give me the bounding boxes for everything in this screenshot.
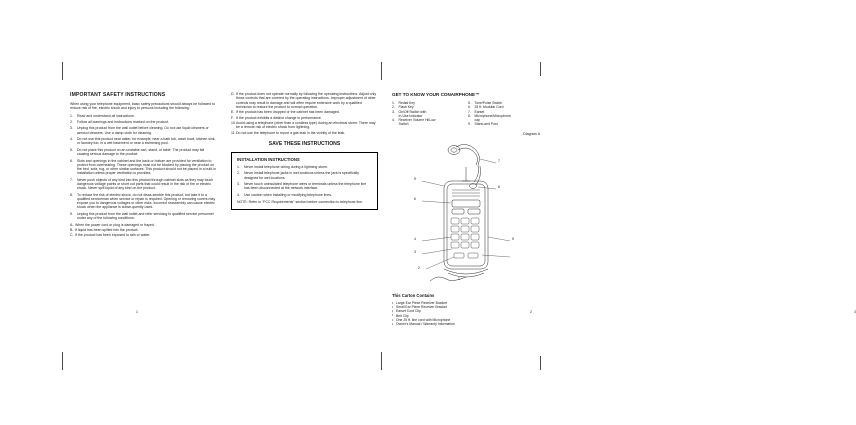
diagram-callout-9: 9 <box>414 176 416 181</box>
list-text: Slots and openings in the cabinet and the back or bottom are provided for ventilation to protect from overheating. These openings must not be blocked by placing the product on the bed, sofa, rug, or other similar surfaces. This product should not be placed in a built-in installation unless proper ventilation is provided. <box>77 158 216 176</box>
list-item <box>70 137 217 146</box>
installation-note: NOTE: Refer to "FCC Requirements" section before connection to telephone line. <box>237 200 364 205</box>
part-number: 9. <box>468 122 471 127</box>
diagram-callout-3: 3 <box>414 249 416 254</box>
bullet-icon: • <box>392 313 394 318</box>
diagram-callout-7: 7 <box>498 158 500 163</box>
parts-legend <box>392 101 540 127</box>
list-text: One 25 ft. line cord with Microphone <box>396 317 451 322</box>
list-text: Unplug this product from the wall outlet before cleaning. Do not use liquid cleaners or aerosol cleaners. Use a damp cloth for cleaning. <box>77 126 209 135</box>
list-text: Never touch uninsulated telephone wires or terminals unless the telephone line has been disconnected at the network interface. <box>244 182 367 191</box>
list-item <box>237 165 372 169</box>
part-number: 4. <box>392 118 395 123</box>
carton-contents-title: This Carton Contains <box>392 292 435 298</box>
part-label: 25 ft. Modular Cord <box>474 105 504 110</box>
list-number: 11. <box>231 130 236 135</box>
parts-legend-right <box>468 101 540 127</box>
crop-mark-right <box>540 62 541 76</box>
part-label: On/Off Switch with <box>398 109 427 114</box>
list-text: When the power cord or plug is damaged or frayed. <box>75 222 155 227</box>
part-label: Stand and Post <box>474 122 498 127</box>
list-item <box>237 182 372 191</box>
list-item <box>70 114 217 118</box>
list-number: 1. <box>70 113 73 118</box>
part-number: 3. <box>392 109 395 114</box>
diagram-caption: Diagram A <box>523 131 540 136</box>
list-text: Read and understand all instructions. <box>77 113 135 118</box>
list-letter: B. <box>70 227 74 232</box>
list-item <box>70 193 217 210</box>
list-number: 8. <box>70 192 73 197</box>
list-text: If the product does not operate normally by following the operating instructions. Adjust only those controls that are covered by the operating instructions. Improper adjustment of other controls may result in damage and will often require extensive work by a qualified technician to restore the product to normal operation. <box>236 92 377 109</box>
part-label: Receiver Volume Hi/Low <box>398 118 436 123</box>
section-title-get-to-know: GET TO KNOW YOUR CONAIRPHONE™ <box>392 92 480 97</box>
list-item <box>70 120 217 124</box>
list-text: Do not place this product on an unstable cart, stand, or table. The product may fall causing serious damage to the product. <box>77 147 205 157</box>
list-text: Avoid using a telephone (other than a cordless type) during an electrical storm. There may be a remote risk of electric shock from lightning. <box>236 121 376 130</box>
page-number: 3 <box>854 310 856 314</box>
carton-contents-list <box>392 301 540 327</box>
list-item <box>70 159 217 176</box>
list-text: If the product has been dropped or the cabinet has been damaged. <box>236 110 340 115</box>
list-text: Never install telephone wiring during a lightning storm. <box>244 165 329 169</box>
list-text: Follow all warnings and instructions marked on the product. <box>77 120 170 125</box>
list-number: 1. <box>237 165 240 169</box>
page-columns <box>70 92 856 360</box>
bullet-icon: • <box>392 300 394 305</box>
part-label: In-Use Indicator <box>398 113 423 118</box>
list-text: Large Ear Piece Receiver Bracket <box>396 300 448 305</box>
list-letter: E. <box>231 110 235 115</box>
safety-sublist-continued <box>231 92 378 135</box>
crop-mark-top-center <box>381 62 382 80</box>
list-number: 6. <box>70 158 73 163</box>
save-instructions-heading: SAVE THESE INSTRUCTIONS <box>268 141 341 147</box>
list-text: If liquid has been spilled into the product. <box>75 227 139 232</box>
list-item <box>237 193 372 197</box>
list-number: 10. <box>231 121 236 126</box>
diagram-callout-5: 5 <box>512 236 514 241</box>
list-letter: C. <box>70 233 74 238</box>
list-text: Earset Cord Clip <box>396 309 421 314</box>
list-item <box>231 110 378 114</box>
list-item <box>70 212 217 221</box>
bullet-icon: • <box>392 322 394 327</box>
list-number: 4. <box>237 192 240 197</box>
bullet-icon: • <box>392 309 394 314</box>
part-label: Microphone/Microphone <box>474 113 511 118</box>
bullet-icon: • <box>392 304 394 309</box>
list-number: 7. <box>70 177 73 182</box>
list-text: Never push objects of any kind into this product through cabinet slots as they may touch dangerous voltage points or short out parts that could result in the risk of fire or electric shock. Never spill liquid of any kind on the product. <box>77 177 214 191</box>
list-item <box>70 223 217 227</box>
part-label: Switch <box>398 122 409 127</box>
list-number: 2. <box>237 171 240 176</box>
column-safety-instructions <box>70 92 217 360</box>
list-text: Do not use the telephone to report a gas leak in the vicinity of the leak. <box>236 130 346 135</box>
list-item <box>231 116 378 120</box>
carton-contents <box>392 293 540 327</box>
list-item <box>70 126 217 135</box>
page-number: 2 <box>530 310 532 314</box>
list-text: If the product exhibits a distinct change in performance. <box>236 115 322 120</box>
list-text: Do not use this product near water, for example, near a bath tub, wash bowl, kitchen sink, or laundry tub, in a wet basement or near a swimming pool. <box>77 137 216 146</box>
list-text: Use caution when installing or modifying telephone lines. <box>244 192 332 197</box>
list-text: If the product has been exposed to rain or water. <box>75 233 151 238</box>
part-label: Flash Key <box>398 105 414 110</box>
list-letter: F. <box>231 115 234 120</box>
diagram-callout-4: 4 <box>414 236 416 241</box>
bullet-icon: • <box>392 317 394 322</box>
page-number: 1 <box>136 310 138 314</box>
list-item <box>231 131 378 135</box>
page-title: IMPORTANT SAFETY INSTRUCTIONS <box>70 92 166 98</box>
list-number: 3. <box>237 182 240 187</box>
safety-sublist <box>70 223 217 238</box>
list-item <box>392 322 540 326</box>
part-label: Redial Key <box>398 101 415 105</box>
diagram-callout-8: 8 <box>498 184 500 189</box>
list-text: Unplug this product from the wall outlet and refer servicing to qualified service personnel under any of the following conditions: <box>77 211 214 221</box>
installation-instructions-box <box>231 152 378 210</box>
part-number: 8. <box>468 113 471 118</box>
intro-paragraph: When using your telephone equipment, basic safety precautions should always be followed to reduce risk of fire, electric shock and injury to persons including the following: <box>70 102 215 111</box>
list-item <box>70 178 217 191</box>
list-item <box>70 228 217 232</box>
part-number: 7. <box>468 109 471 114</box>
installation-list <box>237 165 372 197</box>
part-label: Tone/Pulse Switch <box>474 101 503 105</box>
parts-legend-left <box>392 101 464 127</box>
diagram-callout-6: 6 <box>414 196 416 201</box>
list-item <box>70 233 217 237</box>
list-number: 2. <box>70 120 73 125</box>
safety-list <box>70 114 217 221</box>
part-number: 5. <box>468 101 471 105</box>
part-label: cap <box>474 118 480 123</box>
part-number: 6. <box>468 105 471 110</box>
list-text: To reduce the risk of electric shock, do not disas-semble this product, but take it to a qualified serviceman when service or repair is required. Opening or removing covers may expose you to dangerous voltages or other risks. Incorrect reassembly can cause electric shock when the appliance is subse-quently used. <box>77 192 216 210</box>
crop-mark-right-bottom <box>540 356 541 370</box>
part-label: Earset <box>474 109 485 114</box>
column-product-overview <box>392 92 856 360</box>
list-number: 4. <box>70 137 73 142</box>
part-number: 1. <box>392 101 395 105</box>
part-item <box>392 122 464 126</box>
list-number: 3. <box>70 126 73 131</box>
diagram-callout-2: 2 <box>418 265 420 270</box>
list-item <box>237 171 372 180</box>
product-diagram <box>392 137 540 287</box>
phone-illustration-svg <box>392 137 540 287</box>
list-number: 9. <box>70 211 73 216</box>
crop-mark-bottom-left <box>62 352 63 370</box>
installation-title: INSTALLATION INSTRUCTIONS <box>237 157 300 162</box>
list-text: Owner's Manual / Warranty Information <box>396 322 455 327</box>
list-item <box>70 148 217 157</box>
crop-mark-top-left <box>62 62 63 80</box>
part-number: 2. <box>392 105 395 110</box>
list-number: 5. <box>70 147 73 152</box>
part-item <box>468 122 540 126</box>
list-text: Small Ear Piece Receiver Bracket <box>396 305 447 310</box>
list-letter: D. <box>231 92 235 96</box>
list-text: Belt Clip <box>396 313 409 318</box>
diagram-callout-1: 1 <box>458 276 460 281</box>
list-item <box>231 92 378 109</box>
list-text: Never install telephone jacks in wet locations unless the jack is specifically designed for wet locations. <box>244 171 359 180</box>
list-item <box>231 121 378 130</box>
list-letter: A. <box>70 222 74 227</box>
